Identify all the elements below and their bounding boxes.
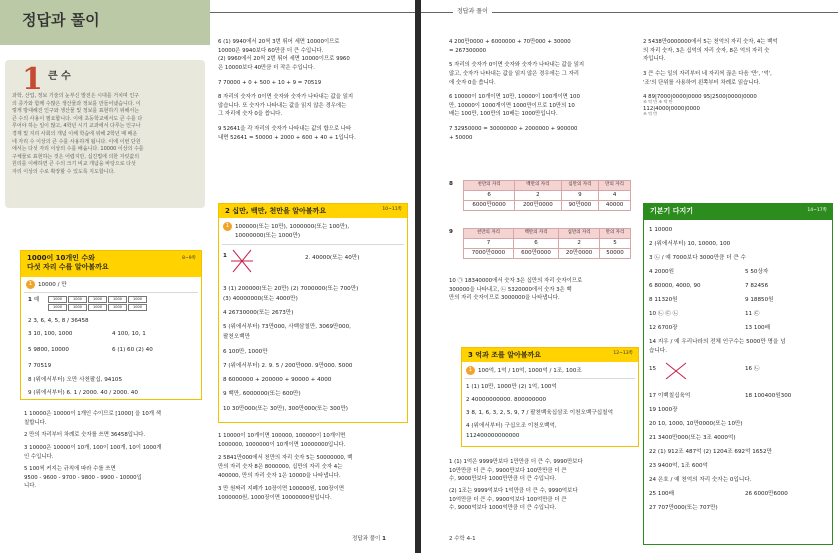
chip-1000: 1000 xyxy=(108,304,127,311)
left-page xyxy=(0,0,415,553)
table-header: 십만의 자리 xyxy=(561,181,599,191)
expl-line: 4 200만0000 + 6000000 + 70만000 + 30000 xyxy=(449,39,571,45)
expl-line: 수, 9000억보다 1000억만큼 더 큰 수입니다. xyxy=(449,505,557,512)
page-footer xyxy=(352,536,386,544)
place-value-table-8 xyxy=(463,180,631,211)
table-cell: 7000만0000 xyxy=(464,249,514,259)
topic-eok-jo-header xyxy=(462,348,638,362)
expl-line: 1000000원, 1000장이면 10000000원입니다. xyxy=(218,494,332,501)
expl-line: 10 ㉠ 18340000에서 숫자 3은 십만의 자리 숫자이므로 xyxy=(449,278,583,284)
topic3-lead xyxy=(466,366,582,375)
explanations-col4-top xyxy=(643,38,778,117)
table-header: 만의 자리 xyxy=(599,181,631,191)
expl-line: 수, 9000만보다 1000만만큼 더 큰 수입니다. xyxy=(449,476,557,483)
answer-row: 23 9400억, 1조 600억 xyxy=(649,463,708,469)
answer-row: 9 (위에서부터) 6. 1 / 2000. 40 / 2000. 40 xyxy=(28,390,138,396)
expl-line: 10만만큼 더 큰 수, 9900만보다 100만만큼 더 큰 xyxy=(449,467,567,474)
table-cell: 9 xyxy=(561,191,599,201)
answer-row: (3) 40000000(또는 4000만) xyxy=(223,296,298,302)
expl-line: '조'의 단위를 사용하여 왼쪽부터 차례로 읽습니다. xyxy=(643,79,761,86)
topic-pages: 14~17쪽 xyxy=(807,208,827,213)
chip-1000: 1000 xyxy=(68,304,87,311)
table-cell: 20만0000 xyxy=(559,249,600,259)
answer-row: 21 3400만000(또는 3조 4000억) xyxy=(649,435,736,441)
intro-line: 자리 이상의 수로 확장할 수 있도록 지도합니다. xyxy=(12,168,115,175)
chip-1000: 1000 xyxy=(128,296,147,303)
answer-row: 6 80000, 4000, 90 xyxy=(649,283,701,289)
answer-row: 7 70519 xyxy=(28,363,52,369)
answer-row: 15 xyxy=(649,366,657,372)
chip-1000: 1000 xyxy=(88,304,107,311)
expl-line: 300000을 나타내고, ㉡ 5320000에서 숫자 3은 백 xyxy=(449,286,572,293)
answer-row: 10 30만000(또는 30만), 300만000(또는 300만) xyxy=(223,406,348,412)
topic-title: 1000이 10개인 수와 xyxy=(27,254,95,262)
answer-row: 11 ㉢ xyxy=(745,311,760,317)
place-value-table-9 xyxy=(463,228,631,259)
page-footer: 2 수학 4-1 xyxy=(449,536,476,542)
answer-text: 100000(또는 10만), 1000000(또는 100만), xyxy=(235,224,350,230)
circle-1-icon: 1 xyxy=(26,280,35,289)
expl-line: 않고, 숫자가 나타내는 값을 읽지 않은 경우에는 그 자리 xyxy=(449,70,579,77)
expl-line: 7 32950000 = 30000000 + 2000000 + 900000 xyxy=(449,126,578,133)
answer-row: 3 8, 1, 6, 3, 2, 5, 9, 7 / 팔천백육십삼조 이천오백구십칠억 xyxy=(466,410,613,416)
table-cell: 4 xyxy=(599,191,631,201)
table-cell: 5 xyxy=(599,239,630,249)
answer-row: 4 2000원 xyxy=(649,269,674,275)
topic-title: 다섯 자리 수를 알아볼까요 xyxy=(27,263,109,272)
explanations-col2-bottom xyxy=(218,432,353,502)
answer-row: 4 100, 10, 1 xyxy=(112,331,146,337)
expl-line: 6 (1) 9940에서 20씩 3번 뛰어 세면 10000이므로 xyxy=(218,39,340,45)
explanations-col2-top xyxy=(218,38,356,142)
expl-line: 4 89|7000|0000|0000 95|2500|0000|0000 xyxy=(643,94,757,101)
answer-row: 12 6700장 xyxy=(649,325,678,331)
table-cell: 7 xyxy=(464,239,514,249)
expl-line: 그 자리에 숫자 0을 씁니다. xyxy=(218,111,283,118)
answer-row: 3 (1) 200000(또는 20만) (2) 7000000(또는 700만) xyxy=(223,286,359,292)
table-header: 천만의 자리 xyxy=(464,229,514,239)
table-cell: 2 xyxy=(559,239,600,249)
expl-line: 7 70000 + 0 + 500 + 10 + 9 = 70519 xyxy=(218,79,322,86)
topic2-lead xyxy=(223,222,349,231)
table-cell: 600만0000 xyxy=(513,249,558,259)
topic-pages: 12~13쪽 xyxy=(613,351,633,356)
page-title: 정답과 풀이 xyxy=(22,11,100,29)
answer-row: 10 ㉡ ㉢ ㉡ xyxy=(649,311,679,317)
topic-basics-header xyxy=(644,204,832,220)
answer-row: 8 6000000 + 200000 + 90000 + 4000 xyxy=(223,377,332,383)
expl-line: 6 10000이 10개이면 10만, 10000이 100개이면 100 xyxy=(449,94,580,101)
expl-line: 2 5841만000에서 천만의 자리 숫자 5는 50000000, 백 xyxy=(218,455,353,462)
table-cell: 2 xyxy=(515,191,561,201)
expl-line: 만의 자리 숫자이므로 3000000을 나타냅니다. xyxy=(449,295,560,302)
expl-line: 9 52641을 각 자리의 숫자가 나타내는 값의 합으로 나타 xyxy=(218,126,352,133)
expl-line: 10억만큼 더 큰 수, 9900억보다 100억만큼 더 큰 xyxy=(449,496,567,503)
answer-row: 14 지우 / 예 우리나라의 전체 인구수는 5000만 명을 넘 xyxy=(649,339,786,345)
circle-1-icon: 1 xyxy=(223,222,232,231)
answer-row: 9 백만, 6000000(또는 600만) xyxy=(223,391,301,397)
answer-row: 22 (1) 912조 487억 (2) 1204조 692억 1652만 xyxy=(649,449,772,455)
topic-title: 2 십만, 백만, 천만을 알아볼까요 xyxy=(225,207,327,215)
expl-line: 2 만의 자리부터 차례로 숫자를 쓰면 36458입니다. xyxy=(24,432,146,439)
q9-label: 9 xyxy=(449,229,453,235)
answer-row: 팔천오백만 xyxy=(223,334,251,340)
unit-intro-text xyxy=(12,93,202,177)
answer-row: 1 10000 xyxy=(649,227,673,233)
expl-line: 9500 - 9600 - 9700 - 9800 - 9900 - 10000입 xyxy=(24,474,142,481)
answer-row: 25 100배 xyxy=(649,491,674,497)
expl-line: 2 5438만0000000에서 5는 천억의 자리 숫자, 4는 백억 xyxy=(643,39,778,45)
divider xyxy=(465,378,635,379)
header-rule xyxy=(210,12,415,13)
expl-line: 3 큰 수는 일의 자리부터 네 자리씩 끊은 다음 '만', '억', xyxy=(643,70,772,77)
expl-line: 내면 52641 = 50000 + 2000 + 600 + 40 + 1입니다. xyxy=(218,134,356,141)
expl-line: 니다. xyxy=(24,483,37,490)
topic-1000-header xyxy=(21,251,201,277)
topic1-lead xyxy=(26,280,67,289)
expl-line: 5 100씩 커지는 규칙에 따라 수를 쓰면 xyxy=(24,466,116,473)
topic-sipman-header xyxy=(219,204,407,218)
expl-line: (2) 1조는 9999억보다 1억만큼 더 큰 수, 9990억보다 xyxy=(449,487,578,494)
divider xyxy=(222,244,404,245)
table-header: 백만의 자리 xyxy=(513,229,558,239)
table-header: 백만의 자리 xyxy=(515,181,561,191)
expl-line: 1 10000은 10000이 1개인 수이므로 [1000] 을 10개 색 xyxy=(24,411,161,417)
intro-line: 루어야 하는 일이 많고, 4학년 시기 교과에서 다루는 인구나 xyxy=(12,123,141,130)
expl-line: 은 10000보다 40만큼 더 작은 수입니다. xyxy=(218,64,315,71)
expl-line: 조 억 만 xyxy=(643,110,658,116)
answer-text: 100억, 1억 / 10억, 1000억 / 1조, 100조 xyxy=(478,368,582,374)
answer-row: 19 1000장 xyxy=(649,407,678,413)
intro-line: 에서는 다섯 자리 이상의 수를 배웁니다. 10000 이상의 수를 xyxy=(12,146,144,153)
answer-row: 7 (위에서부터) 2. 9. 5 / 200만000. 9만000. 5000 xyxy=(223,363,353,369)
table-header: 만의 자리 xyxy=(599,229,630,239)
q8-label: 8 xyxy=(449,181,453,187)
chip-1000: 1000 xyxy=(68,296,87,303)
footer-text: 정답과 풀이 xyxy=(352,536,381,542)
answer-row: 4 26730000(또는 2673만) xyxy=(223,310,294,316)
money-chips xyxy=(48,296,158,311)
table-cell: 200만0000 xyxy=(515,201,561,211)
topic-pages: 8~9쪽 xyxy=(182,256,196,261)
q1-label: 1 예 xyxy=(28,297,40,303)
intro-line: 의 증가와 함께 수많은 생산물과 정보를 만들어냈습니다. 이 xyxy=(12,100,141,107)
topic-pages: 10~11쪽 xyxy=(382,207,402,212)
topic-title: 기본기 다지기 xyxy=(650,207,694,215)
answer-text: 10000 / 만 xyxy=(38,282,67,288)
answer-row: 24 은호 / 예 천억의 자리 숫자는 0입니다. xyxy=(649,477,752,483)
expl-line: 배는 100만, 100만의 10배는 1000만입니다. xyxy=(449,111,558,118)
answer-row: 17 이백칠십육억 xyxy=(649,393,691,399)
answer-row: 5 (위에서부터) 73만000, 사백삼칠만, 3069만000, xyxy=(223,324,351,330)
chip-1000: 1000 xyxy=(128,304,147,311)
expl-line: 않습니다. 또 숫자가 나타내는 값을 읽지 않은 경우에는 xyxy=(218,102,347,109)
table-cell: 6 xyxy=(513,239,558,249)
expl-line: 의 자리 숫자, 3은 십억의 자리 숫자, 8은 억의 자리 숫 xyxy=(643,47,770,54)
matching-lines-figure xyxy=(663,360,689,382)
expl-line: = 267300000 xyxy=(449,47,487,54)
answer-row: 5 50상자 xyxy=(745,269,769,275)
expl-line: 칠합니다. xyxy=(24,419,47,426)
circle-1-icon: 1 xyxy=(466,366,475,375)
expl-line: 8 자리의 숫자가 0이면 숫자와 숫자가 나타내는 값을 읽지 xyxy=(218,94,354,101)
matching-lines-figure xyxy=(229,248,255,274)
answer-row: 13 100배 xyxy=(745,325,770,331)
intro-line: 구체물로 표현하는 것은 어렵지만, 십진법에 의한 자릿값의 xyxy=(12,153,140,160)
answer-row: 3 ㉡ / 예 7000보다 3000만큼 더 큰 수 xyxy=(649,255,746,261)
chip-1000: 1000 xyxy=(88,296,107,303)
expl-line: 에 숫자 0을 씁니다. xyxy=(449,79,496,86)
answer-row: 4 (위에서부터) 구십오조 이천오백억, xyxy=(466,423,557,429)
intro-line: 경제 및 지리 사회의 개념 이해 학습에 위해 2학년 때 배운 xyxy=(12,130,138,137)
answer-row: 20 10, 1000, 10만0000(또는 10만) xyxy=(649,421,743,427)
chip-1000: 1000 xyxy=(48,296,67,303)
intro-line: 과학, 산업, 정보 기술의 눈부신 발전은 시대를 거치며 인구 xyxy=(12,93,139,99)
answer-row: 16 ㉡ xyxy=(745,366,760,372)
table-cell: 6000만0000 xyxy=(464,201,515,211)
answer-row: 8 (위에서부터) 오만 사천팔십, 94105 xyxy=(28,377,123,383)
expl-line: 만의 자리 숫자 8은 8000000, 십만의 자리 숫자 4는 xyxy=(218,463,343,470)
expl-line: 3 10000은 10000이 10개, 100이 100개, 10이 1000개 xyxy=(24,444,162,451)
explanations-col3-bottom xyxy=(449,458,583,513)
answer-row: 5 9800, 10000 xyxy=(28,347,69,353)
explanations-col3-top xyxy=(449,38,584,142)
answer-row: 112400000000000 xyxy=(466,433,520,439)
answer-row: 6 100만, 1000만 xyxy=(223,349,268,355)
expl-line: (2) 9960에서 20씩 2번 뛰어 세면 10000이므로 9960 xyxy=(218,56,350,63)
answer-row: 26 6000만6000 xyxy=(745,491,788,497)
expl-line: 만, 10000이 1000개이면 1000만이므로 10만의 10 xyxy=(449,102,575,109)
answer-row: 27 707만000(또는 707만) xyxy=(649,505,718,511)
expl-line: + 50000 xyxy=(449,134,473,141)
chip-1000: 1000 xyxy=(108,296,127,303)
unit-title: 큰 수 xyxy=(48,71,71,82)
explanations-col1 xyxy=(24,410,162,491)
answer-row: 1 (1) 10만, 1000만 (2) 1억, 100억 xyxy=(466,384,557,390)
q1-label: 1 xyxy=(223,253,227,259)
chip-1000: 1000 xyxy=(48,304,67,311)
answer-row: 6 (1) 60 (2) 40 xyxy=(112,347,153,353)
table-header: 천만의 자리 xyxy=(464,181,515,191)
expl-line: 인 수입니다. xyxy=(24,453,54,460)
answer-row: 2 40000000000. 800000000 xyxy=(466,397,547,403)
answer-row: 9 18850원 xyxy=(745,297,774,303)
expl-line: 3 만 원짜리 지폐가 10장이면 100000원, 100장이면 xyxy=(218,486,345,493)
expl-line: 5 자리의 숫자가 0이면 숫자와 숫자가 나타내는 값을 읽지 xyxy=(449,62,585,69)
right-page xyxy=(421,0,838,553)
expl-line: 조 억 만 조 억 만 xyxy=(643,98,673,104)
expl-line: 400000, 만의 자리 숫자 1은 10000을 나타냅니다. xyxy=(218,472,341,479)
table-cell: 6 xyxy=(464,191,515,201)
explanation-q10 xyxy=(449,277,582,303)
answer-row: 2 3, 6, 4, 5, 8 / 36458 xyxy=(28,318,89,324)
expl-line: 10000은 9940보다 60만큼 더 큰 수입니다. xyxy=(218,47,324,54)
intro-line: 렇게 방대해진 인구와 생산물 및 정보를 표현하기 위해서는 xyxy=(12,108,140,115)
table-header: 십만의 자리 xyxy=(559,229,600,239)
intro-line: 원리를 이해하면 큰 수의 크기 비교 개념을 바탕으로 다섯 xyxy=(12,161,136,168)
table-cell: 90만000 xyxy=(561,201,599,211)
answer-row: 7 82456 xyxy=(745,283,769,289)
expl-line: 1000000, 1000000이 10개이면 10000000입니다. xyxy=(218,441,346,448)
expl-line: 112|4000|0000|0000 xyxy=(643,106,700,113)
answer-row: 2. 40000(또는 40만) xyxy=(305,255,360,261)
intro-line: 큰 수의 사용이 필요합니다. 이에 초등학교에서도 큰 수를 다 xyxy=(12,115,143,122)
answer-row: 2 (위에서부터) 10, 10000, 100 xyxy=(649,241,731,247)
answer-row: 습니다. xyxy=(649,348,667,354)
unit-number: 1 xyxy=(22,62,43,97)
topic-title: 3 억과 조를 알아볼까요 xyxy=(468,351,542,359)
intro-line: 네 자리 수 이상의 큰 수를 사용하게 됩니다. 이에 이번 단원 xyxy=(12,138,141,145)
answer-row: 8 11320원 xyxy=(649,297,678,303)
expl-line: 1 (1) 1억은 9999만보다 1만만큼 더 큰 수, 9990만보다 xyxy=(449,459,583,465)
divider xyxy=(24,292,198,293)
page-number: 1 xyxy=(382,536,386,542)
answer-row: 3 10, 100, 1000 xyxy=(28,331,73,337)
expl-line: 자입니다. xyxy=(643,56,666,63)
expl-line: 1 10000이 10개이면 100000, 100000이 10개이면 xyxy=(218,433,346,439)
table-cell: 50000 xyxy=(599,249,630,259)
table-cell: 40000 xyxy=(599,201,631,211)
answer-row: 10000000(또는 1000만) xyxy=(235,233,301,239)
running-title: 정답과 풀이 xyxy=(453,8,492,17)
answer-row: 18 100400원300 xyxy=(745,393,792,399)
